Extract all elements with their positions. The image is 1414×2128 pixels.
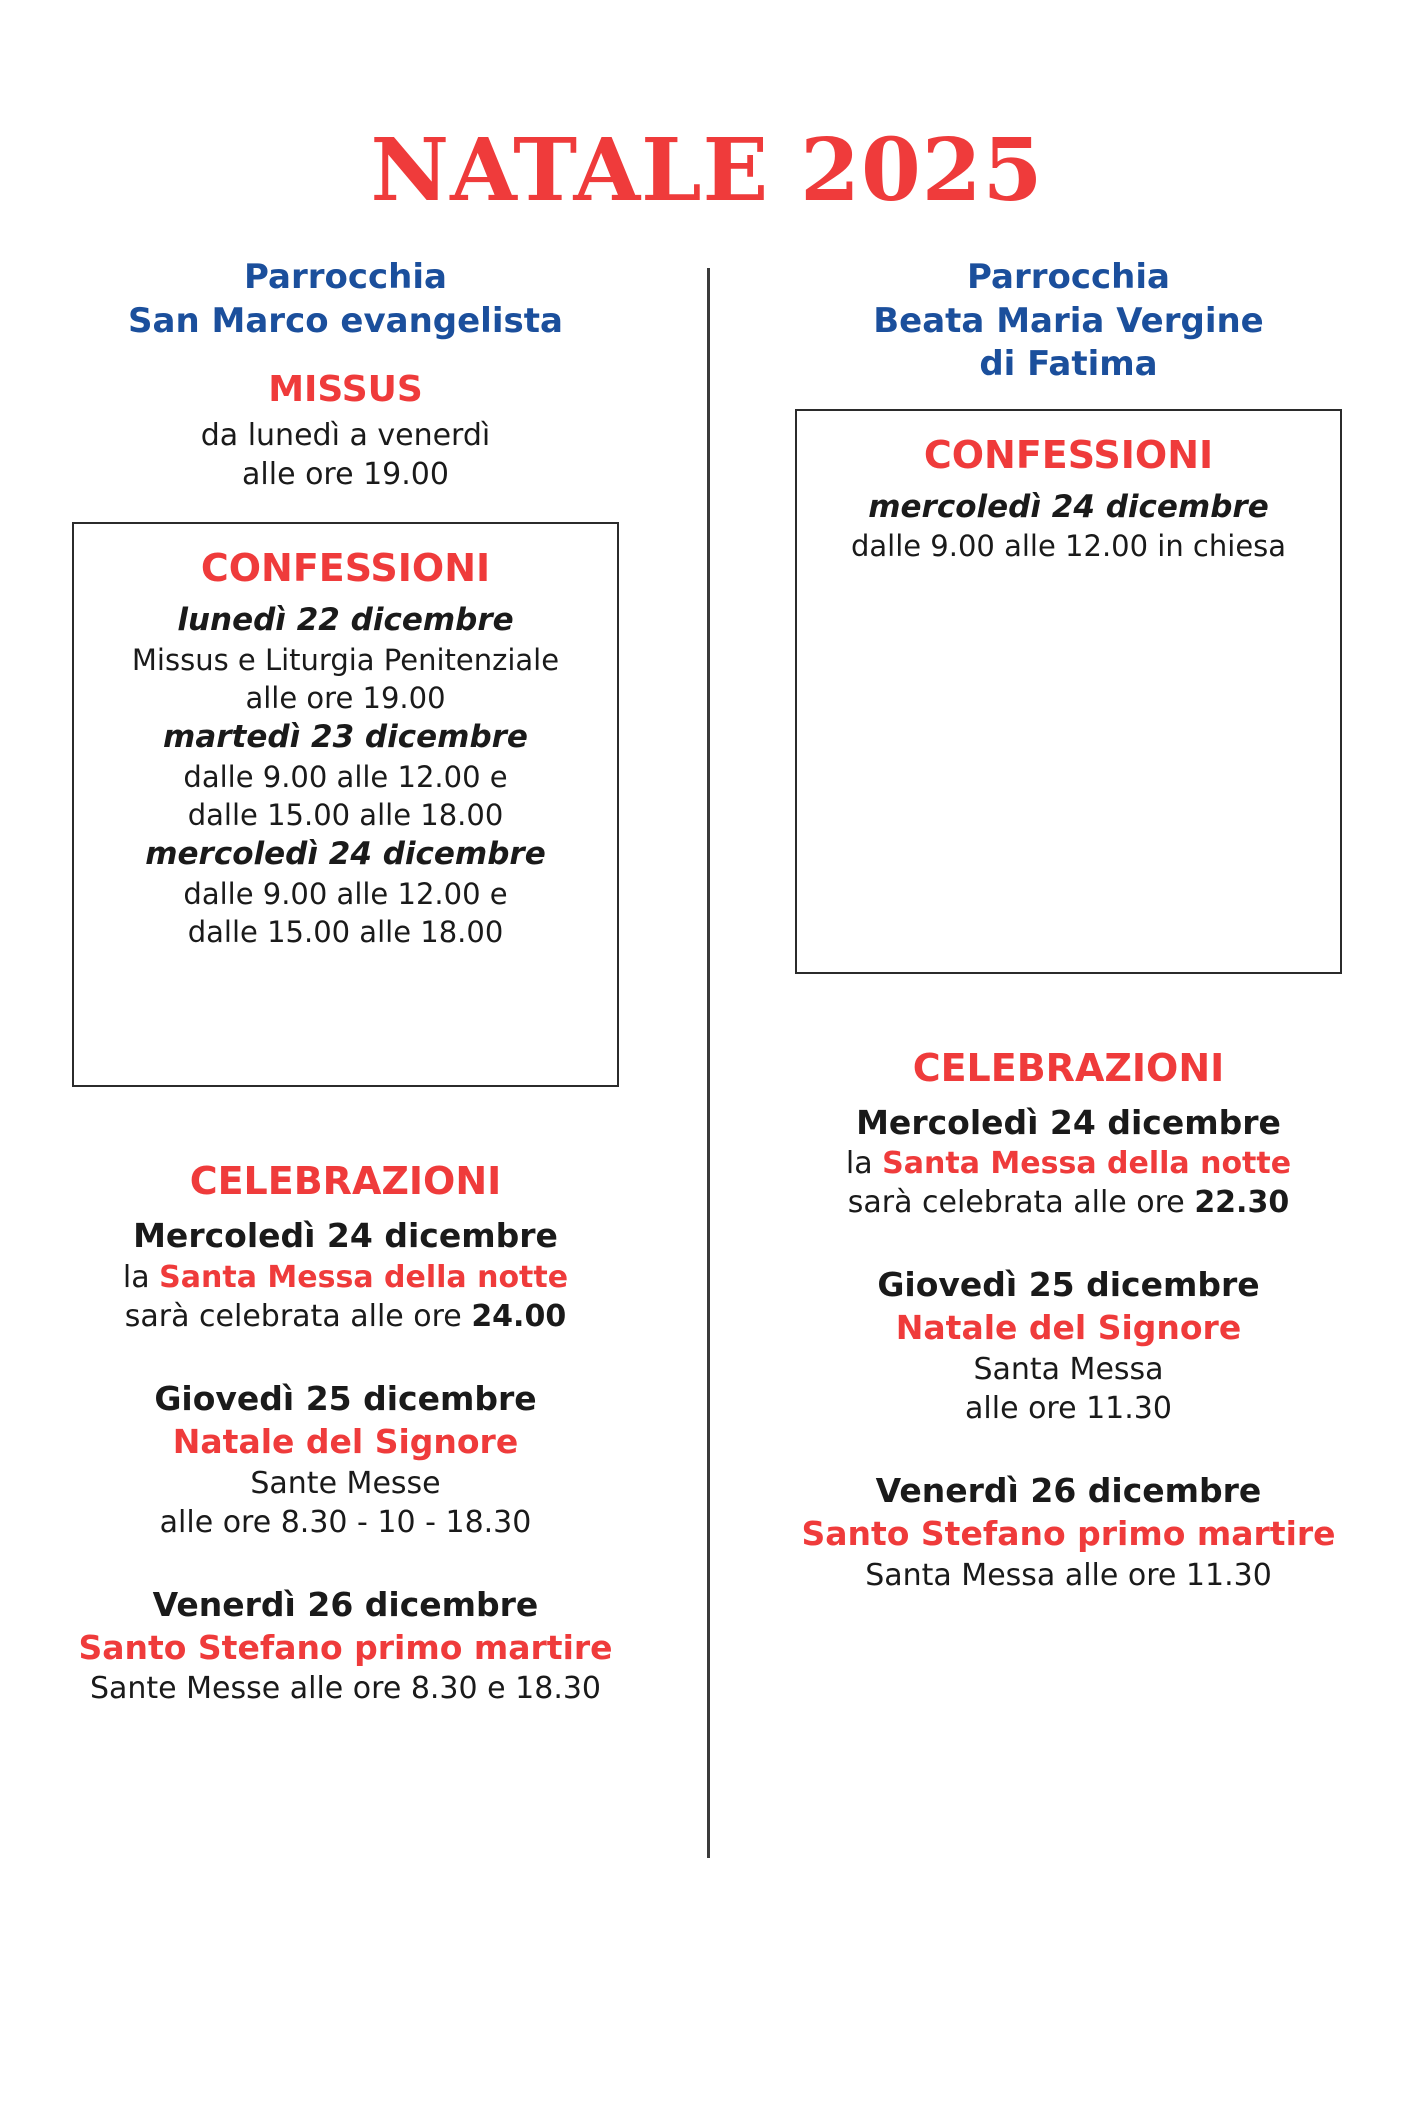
celebration-feast: Santo Stefano primo martire	[78, 1627, 613, 1667]
celebration-mass-label	[72, 1258, 619, 1297]
column-san-marco	[0, 256, 707, 1708]
celebration-day: Venerdì 26 dicembre	[875, 1471, 1262, 1511]
parish-left-line1: Parrocchia	[244, 257, 447, 297]
confession-entry	[86, 717, 605, 834]
celebration-time: 24.00	[471, 1298, 567, 1334]
confession-detail: dalle 9.00 alle 12.00 e	[183, 877, 508, 912]
confession-entry	[86, 600, 605, 717]
confession-detail: dalle 9.00 alle 12.00 e	[183, 760, 508, 795]
column-divider	[707, 268, 710, 1858]
confession-detail: dalle 9.00 alle 12.00 in chiesa	[850, 529, 1287, 564]
missus-line-2: alle ore 19.00	[242, 457, 449, 493]
confessions-title-left: CONFESSIONI	[200, 546, 491, 591]
confession-detail: alle ore 19.00	[245, 680, 446, 715]
celebration-day: Mercoledì 24 dicembre	[133, 1216, 558, 1256]
celebration-entry	[795, 1470, 1342, 1595]
celebration-time-line	[72, 1297, 619, 1336]
confession-detail: dalle 15.00 alle 18.00	[187, 797, 504, 832]
celebration-mass-name: Santa Messa della notte	[882, 1146, 1292, 1182]
confession-detail: Missus e Liturgia Penitenziale	[131, 642, 560, 677]
celebrations-title-left: CELEBRAZIONI	[189, 1159, 502, 1204]
confessions-box-right	[795, 409, 1342, 974]
confession-day: lunedì 22 dicembre	[177, 602, 514, 639]
celebration-time: 22.30	[1194, 1185, 1290, 1221]
celebration-detail: Santa Messa alle ore 11.30	[865, 1558, 1272, 1593]
parish-left-line2: San Marco evangelista	[128, 300, 563, 341]
parish-heading-left	[72, 256, 619, 343]
parish-right-line2: Beata Maria Vergine	[873, 300, 1264, 341]
confession-day: mercoledì 24 dicembre	[868, 488, 1269, 525]
confession-day: martedì 23 dicembre	[163, 719, 528, 756]
celebration-detail: Sante Messe alle ore 8.30 e 18.30	[89, 1671, 602, 1707]
celebrations-title-right: CELEBRAZIONI	[912, 1045, 1225, 1090]
celebration-time-prefix: sarà celebrata alle ore	[847, 1185, 1195, 1221]
confession-day: mercoledì 24 dicembre	[145, 836, 546, 873]
parish-right-line3: di Fatima	[979, 344, 1158, 385]
celebration-mass-name: Santa Messa della notte	[159, 1259, 569, 1295]
celebration-day: Giovedì 25 dicembre	[877, 1265, 1260, 1305]
celebration-day: Venerdì 26 dicembre	[152, 1584, 539, 1624]
parish-right-line1: Parrocchia	[967, 257, 1170, 297]
celebration-prefix: la	[122, 1259, 160, 1295]
missus-title: MISSUS	[268, 369, 423, 411]
celebration-detail: Santa Messa	[973, 1352, 1164, 1388]
column-fatima	[707, 256, 1414, 1708]
celebration-mass-label	[795, 1144, 1342, 1183]
page-title: NATALE 2025	[370, 120, 1044, 221]
missus-schedule	[72, 416, 619, 494]
celebration-entry	[72, 1215, 619, 1336]
celebration-day: Mercoledì 24 dicembre	[856, 1102, 1281, 1142]
celebration-prefix: la	[845, 1146, 883, 1182]
celebration-detail: Sante Messe	[250, 1465, 441, 1501]
celebration-feast: Natale del Signore	[895, 1308, 1242, 1348]
celebration-feast: Santo Stefano primo martire	[801, 1514, 1336, 1554]
confession-detail: dalle 15.00 alle 18.00	[187, 915, 504, 949]
confessions-box-left	[72, 522, 619, 1087]
parish-heading-right	[795, 256, 1342, 387]
celebration-entry	[72, 1378, 619, 1542]
celebration-entry	[795, 1264, 1342, 1428]
celebration-feast: Natale del Signore	[172, 1421, 519, 1461]
celebration-time-line	[795, 1183, 1342, 1222]
poster-page	[0, 120, 1414, 2128]
parish-columns	[0, 256, 1414, 1708]
celebration-day: Giovedì 25 dicembre	[154, 1378, 537, 1418]
celebration-detail: alle ore 11.30	[965, 1391, 1172, 1427]
celebration-entry	[795, 1102, 1342, 1223]
celebration-detail: alle ore 8.30 - 10 - 18.30	[159, 1504, 532, 1540]
missus-line-1: da lunedì a venerdì	[200, 418, 491, 454]
confession-entry	[86, 834, 605, 951]
confessions-title-right: CONFESSIONI	[923, 432, 1214, 477]
celebration-time-prefix: sarà celebrata alle ore	[124, 1298, 472, 1334]
celebration-entry	[72, 1584, 619, 1709]
confession-entry	[809, 487, 1328, 567]
